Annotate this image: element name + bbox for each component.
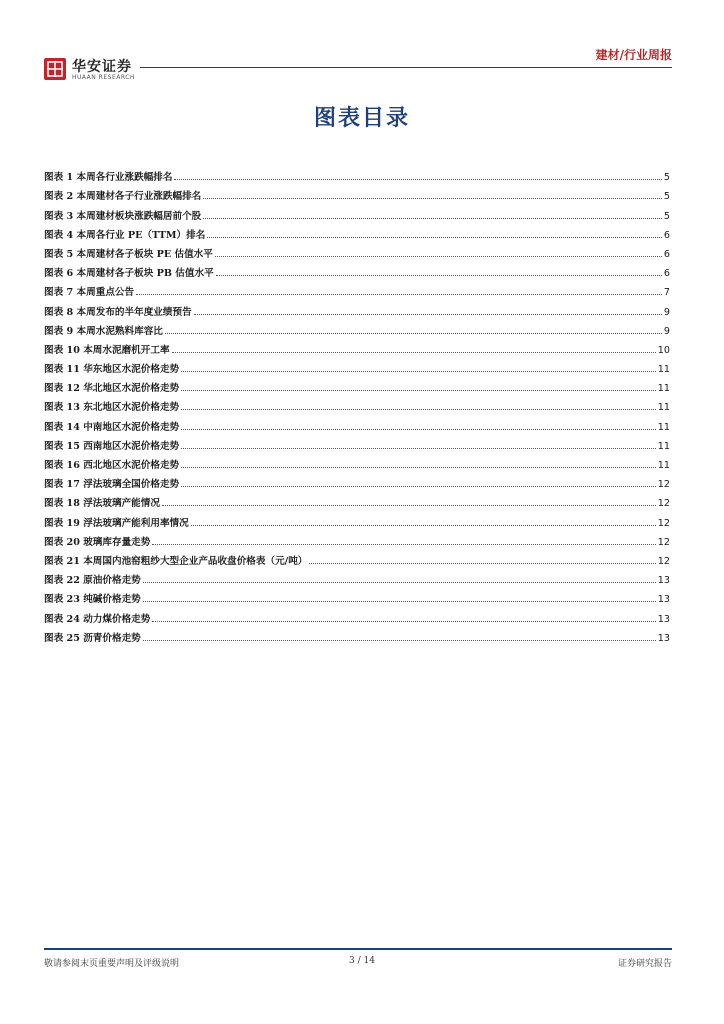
- footer-disclaimer: 敬请参阅末页重要声明及评级说明: [44, 959, 180, 969]
- toc-entry[interactable]: [44, 625, 670, 644]
- toc-entry[interactable]: [44, 586, 670, 605]
- toc-leader-dots: [216, 275, 662, 276]
- header-divider: [140, 67, 672, 68]
- toc-leader-dots: [172, 352, 656, 353]
- toc-entry-label[interactable]: 图表 8 本周发布的半年度业绩预告: [44, 306, 192, 318]
- toc-entry-label[interactable]: 图表 22 原油价格走势: [44, 575, 141, 587]
- toc-entry-page: 11: [657, 421, 670, 433]
- toc-entry[interactable]: [44, 394, 670, 413]
- toc-leader-dots: [309, 563, 655, 564]
- toc-leader-dots: [174, 179, 661, 180]
- toc-entry-label[interactable]: 图表 23 纯碱价格走势: [44, 594, 141, 606]
- toc-leader-dots: [152, 621, 655, 622]
- toc-entry[interactable]: [44, 202, 670, 221]
- toc-leader-dots: [181, 409, 656, 410]
- toc-entry-page: 5: [663, 172, 670, 184]
- toc-leader-dots: [181, 486, 656, 487]
- toc-entry-label[interactable]: 图表 6 本周建材各子板块 PB 估值水平: [44, 268, 214, 280]
- toc-entry[interactable]: [44, 318, 670, 337]
- toc-entry[interactable]: [44, 567, 670, 586]
- toc-entry-label[interactable]: 图表 14 中南地区水泥价格走势: [44, 421, 180, 433]
- toc-entry[interactable]: [44, 356, 670, 375]
- toc-entry[interactable]: [44, 298, 670, 317]
- page-number: 3 / 14: [349, 956, 375, 966]
- toc-entry[interactable]: [44, 337, 670, 356]
- toc-entry-label[interactable]: 图表 20 玻璃库存量走势: [44, 536, 151, 548]
- toc-entry[interactable]: [44, 433, 670, 452]
- toc-entry-label[interactable]: 图表 13 东北地区水泥价格走势: [44, 402, 180, 414]
- toc-entry-page: 11: [657, 460, 670, 471]
- toc-entry-label[interactable]: 图表 9 本周水泥熟料库容比: [44, 325, 163, 337]
- toc-entry-page: 6: [663, 229, 670, 241]
- toc-entry-label[interactable]: 图表 18 浮法玻璃产能情况: [44, 498, 160, 510]
- logo-text-en: HUAAN RESEARCH: [72, 74, 135, 81]
- toc-entry-label[interactable]: 图表 24 动力煤价格走势: [44, 613, 151, 625]
- toc-entry-page: 13: [657, 632, 670, 644]
- toc-entry[interactable]: [44, 490, 670, 509]
- toc-entry[interactable]: [44, 222, 670, 241]
- toc-entry-page: 5: [663, 210, 670, 222]
- table-of-figures: [44, 164, 670, 644]
- toc-entry-page: 11: [657, 402, 670, 414]
- toc-leader-dots: [181, 448, 656, 449]
- page-title: 图表目录: [313, 105, 410, 131]
- toc-entry-page: 13: [657, 613, 670, 625]
- toc-entry-page: 12: [657, 536, 670, 548]
- report-category: 建材/行业周报: [595, 48, 672, 62]
- toc-leader-dots: [203, 198, 662, 199]
- footer-divider: [44, 948, 672, 950]
- toc-entry-label[interactable]: 图表 21 本周国内池窑粗纱大型企业产品收盘价格表（元/吨）: [44, 555, 308, 567]
- toc-entry-page: 9: [663, 325, 670, 337]
- logo-mark-icon: [44, 58, 66, 80]
- toc-entry-label[interactable]: 图表 2 本周建材各子行业涨跌幅排名: [44, 191, 202, 203]
- company-logo: [44, 56, 224, 86]
- toc-entry[interactable]: [44, 548, 670, 567]
- toc-entry[interactable]: [44, 471, 670, 490]
- toc-entry[interactable]: [44, 413, 670, 432]
- toc-entry-page: 6: [663, 248, 670, 260]
- toc-entry-page: 11: [657, 364, 670, 376]
- toc-entry-label[interactable]: 图表 4 本周各行业 PE（TTM）排名: [44, 229, 206, 241]
- toc-entry-page: 11: [657, 440, 670, 452]
- toc-entry-page: 5: [663, 191, 670, 203]
- toc-entry[interactable]: [44, 605, 670, 624]
- toc-entry-page: 11: [657, 383, 670, 395]
- toc-entry-label[interactable]: 图表 16 西北地区水泥价格走势: [44, 460, 180, 471]
- toc-entry[interactable]: [44, 241, 670, 260]
- toc-entry[interactable]: [44, 260, 670, 279]
- toc-entry[interactable]: [44, 529, 670, 548]
- toc-entry-page: 12: [657, 555, 670, 567]
- toc-entry-label[interactable]: 图表 17 浮法玻璃全国价格走势: [44, 479, 180, 491]
- toc-leader-dots: [165, 333, 662, 334]
- toc-entry-label[interactable]: 图表 10 本周水泥磨机开工率: [44, 344, 170, 356]
- toc-leader-dots: [181, 429, 656, 430]
- toc-entry[interactable]: [44, 279, 670, 298]
- toc-leader-dots: [215, 256, 662, 257]
- toc-leader-dots: [152, 544, 655, 545]
- toc-entry[interactable]: [44, 183, 670, 202]
- toc-entry[interactable]: [44, 509, 670, 528]
- toc-entry-label[interactable]: 图表 19 浮法玻璃产能利用率情况: [44, 517, 189, 529]
- toc-entry[interactable]: [44, 164, 670, 183]
- toc-entry-page: 13: [657, 575, 670, 587]
- toc-entry-page: 10: [657, 344, 670, 356]
- toc-leader-dots: [181, 467, 656, 468]
- toc-entry-page: 12: [657, 498, 670, 510]
- toc-entry[interactable]: [44, 452, 670, 471]
- toc-entry[interactable]: [44, 375, 670, 394]
- toc-entry-page: 6: [663, 268, 670, 280]
- toc-entry-page: 7: [663, 287, 670, 299]
- toc-leader-dots: [136, 294, 662, 295]
- toc-leader-dots: [203, 218, 662, 219]
- toc-entry-label[interactable]: 图表 12 华北地区水泥价格走势: [44, 383, 180, 395]
- toc-leader-dots: [143, 582, 656, 583]
- toc-leader-dots: [143, 640, 656, 641]
- toc-entry-label[interactable]: 图表 25 沥青价格走势: [44, 632, 141, 644]
- toc-leader-dots: [143, 601, 656, 602]
- toc-entry-page: 12: [657, 517, 670, 529]
- toc-entry-page: 9: [663, 306, 670, 318]
- toc-leader-dots: [181, 390, 656, 391]
- toc-entry-label[interactable]: 图表 7 本周重点公告: [44, 287, 135, 299]
- toc-entry-page: 12: [657, 479, 670, 491]
- toc-entry-page: 13: [657, 594, 670, 606]
- toc-entry-label[interactable]: 图表 5 本周建材各子板块 PE 估值水平: [44, 248, 213, 260]
- toc-entry-label[interactable]: 图表 15 西南地区水泥价格走势: [44, 440, 180, 452]
- toc-leader-dots: [191, 525, 656, 526]
- toc-leader-dots: [207, 237, 662, 238]
- logo-text-cn: 华安证券: [72, 59, 132, 75]
- toc-leader-dots: [162, 505, 656, 506]
- toc-entry-label[interactable]: 图表 3 本周建材板块涨跌幅居前个股: [44, 210, 202, 222]
- footer-report-type: 证券研究报告: [617, 959, 672, 969]
- toc-leader-dots: [194, 314, 662, 315]
- toc-entry-label[interactable]: 图表 1 本周各行业涨跌幅排名: [44, 172, 173, 184]
- toc-leader-dots: [181, 371, 656, 372]
- toc-entry-label[interactable]: 图表 11 华东地区水泥价格走势: [44, 364, 180, 376]
